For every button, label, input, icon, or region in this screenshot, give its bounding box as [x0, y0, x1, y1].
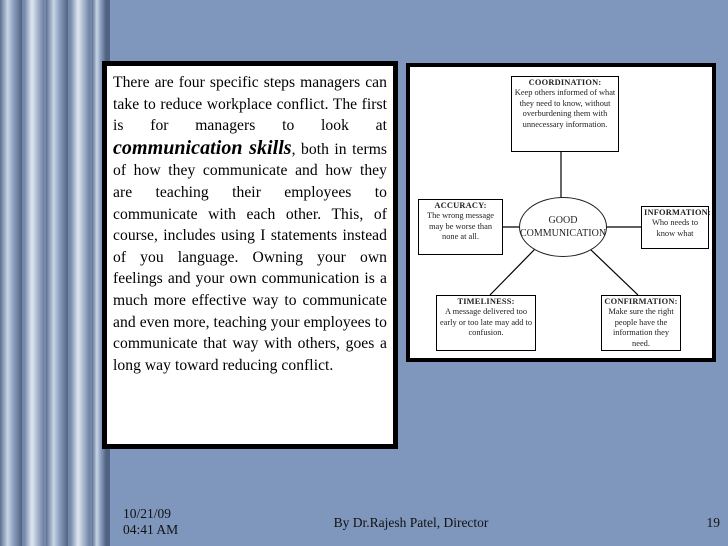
- timeliness-node: [436, 295, 536, 351]
- body-paragraph: [107, 66, 393, 444]
- information-body: Who needs to know what: [651, 218, 699, 238]
- coordination-title: COORDINATION:: [528, 78, 602, 87]
- communication-diagram: [406, 63, 716, 362]
- paragraph-rest: , both in terms of how they communicate and how they are teaching their employees to communicate with each other. This, of course, includes using I statements instead of you language. Owning your own feelings and your own communication is a much more effective way to communicate and even more, teaching your employees to communicate that way with others, goes a long way toward reducing conflict.: [113, 140, 387, 374]
- timeliness-body: A message delivered too early or too late may add to confusion.: [439, 307, 533, 338]
- confirmation-body: Make sure the right people have the information they need.: [608, 307, 674, 348]
- footer-datetime: [123, 506, 213, 536]
- coordination-body: Keep others informed of what they need to know, without overburdening them with unnecessary information.: [514, 88, 616, 129]
- emphasis-communication-skills: communication skills: [113, 136, 292, 159]
- footer-author: By Dr.Rajesh Patel, Director: [333, 515, 489, 530]
- information-title: INFORMATION:: [644, 208, 711, 217]
- confirmation-node: [601, 295, 681, 351]
- paragraph-lead: There are four specific steps managers can take to reduce workplace conflict. The first is for managers to look at: [113, 74, 387, 135]
- center-line1: GOOD: [548, 215, 578, 226]
- accuracy-title: ACCURACY:: [434, 201, 487, 210]
- timeliness-title: TIMELINESS:: [457, 297, 515, 306]
- center-line2: COMMUNICATION: [519, 228, 607, 239]
- footer-time: 04:41 AM: [123, 522, 179, 537]
- footer-date: 10/21/09: [123, 506, 172, 521]
- decorative-pillars: [0, 0, 110, 546]
- information-node: [641, 206, 709, 249]
- slide-number: 19: [706, 515, 720, 530]
- accuracy-body: The wrong message may be worse than none at all.: [427, 211, 494, 242]
- text-box: [102, 61, 398, 449]
- accuracy-node: [418, 199, 503, 255]
- confirmation-title: CONFIRMATION:: [604, 297, 678, 306]
- good-communication-node: [519, 197, 607, 257]
- coordination-node: [511, 76, 619, 152]
